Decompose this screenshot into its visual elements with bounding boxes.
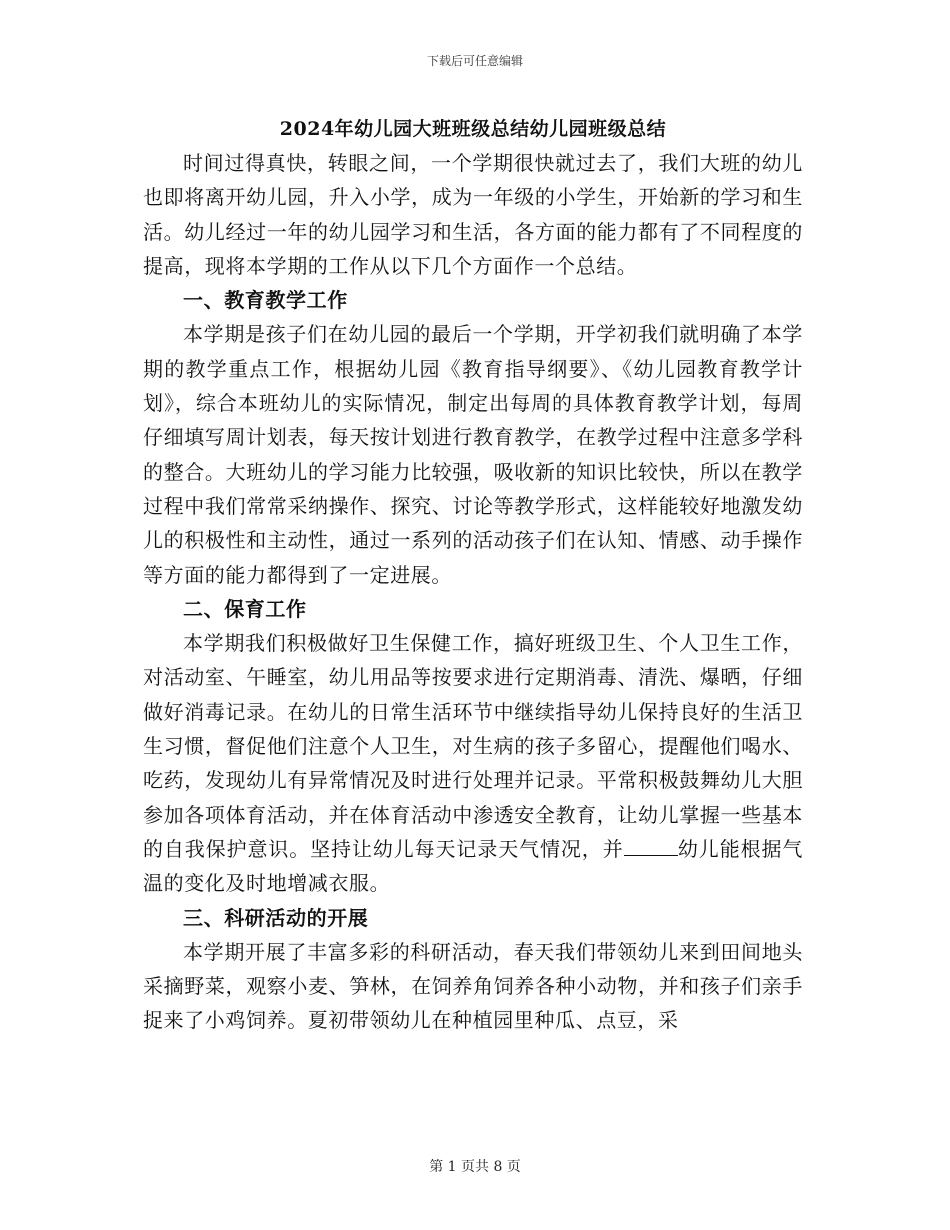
section-body-care xyxy=(143,626,803,900)
section-heading-teaching: 一、教育教学工作 xyxy=(183,288,348,313)
fill-in-blank xyxy=(624,837,678,856)
care-text-part-1: 本学期我们积极做好卫生保健工作，搞好班级卫生、个人卫生工作，对活动室、午睡室，幼儿用品等按要求进行定期消毒、清洗、爆晒，仔细做好消毒记录。在幼儿的日常生活环节中继续指导幼儿保持良好的生活卫生习惯，督促他们注意个人卫生，对生病的孩子多留心，提醒他们喝水、吃药，发现幼儿有异常情况及时进行处理并记录。平常积极鼓舞幼儿大胆参加各项体育活动，并在体育活动中渗透安全教育，让幼儿掌握一些基本的自我保护意识。坚持让幼儿每天记录天气情况，并 xyxy=(143,631,803,861)
section-heading-research: 三、科研活动的开展 xyxy=(183,905,369,930)
document-title: 2024年幼儿园大班班级总结幼儿园班级总结 xyxy=(279,118,667,140)
care-text-part-2: 幼儿能根据气温的变化及时地增减衣服。 xyxy=(143,836,803,896)
section-body-teaching: 本学期是孩子们在幼儿园的最后一个学期，开学初我们就明确了本学期的教学重点工作，根据幼儿园《教育指导纲要》、《幼儿园教育教学计划》，综合本班幼儿的实际情况，制定出每周的具体教育教学计划，每周仔细填写周计划表，每天按计划进行教育教学，在教学过程中注意多学科的整合。大班幼儿的学习能力比较强，吸收新的知识比较快，所以在教学过程中我们常常采纳操作、探究、讨论等教学形式，这样能较好地激发幼儿的积极性和主动性，通过一系列的活动孩子们在认知、情感、动手操作等方面的能力都得到了一定进展。 xyxy=(143,322,803,587)
page-header-note: 下载后可任意编辑 xyxy=(426,54,523,68)
page-number: 第 1 页共 8 页 xyxy=(429,1159,521,1175)
section-heading-care: 二、保育工作 xyxy=(183,596,307,621)
intro-paragraph: 时间过得真快，转眼之间，一个学期很快就过去了，我们大班的幼儿也即将离开幼儿园，升入小学，成为一年级的小学生，开始新的学习和生活。幼儿经过一年的幼儿园学习和生活，各方面的能力都有了不同程度的提高，现将本学期的工作从以下几个方面作一个总结。 xyxy=(143,151,803,278)
document-body xyxy=(143,112,803,1038)
section-body-research: 本学期开展了丰富多彩的科研活动，春天我们带领幼儿来到田间地头采摘野菜，观察小麦、笋林，在饲养角饲养各种小动物，并和孩子们亲手捉来了小鸡饲养。夏初带领幼儿在种植园里种瓜、点豆，采 xyxy=(143,939,803,1033)
